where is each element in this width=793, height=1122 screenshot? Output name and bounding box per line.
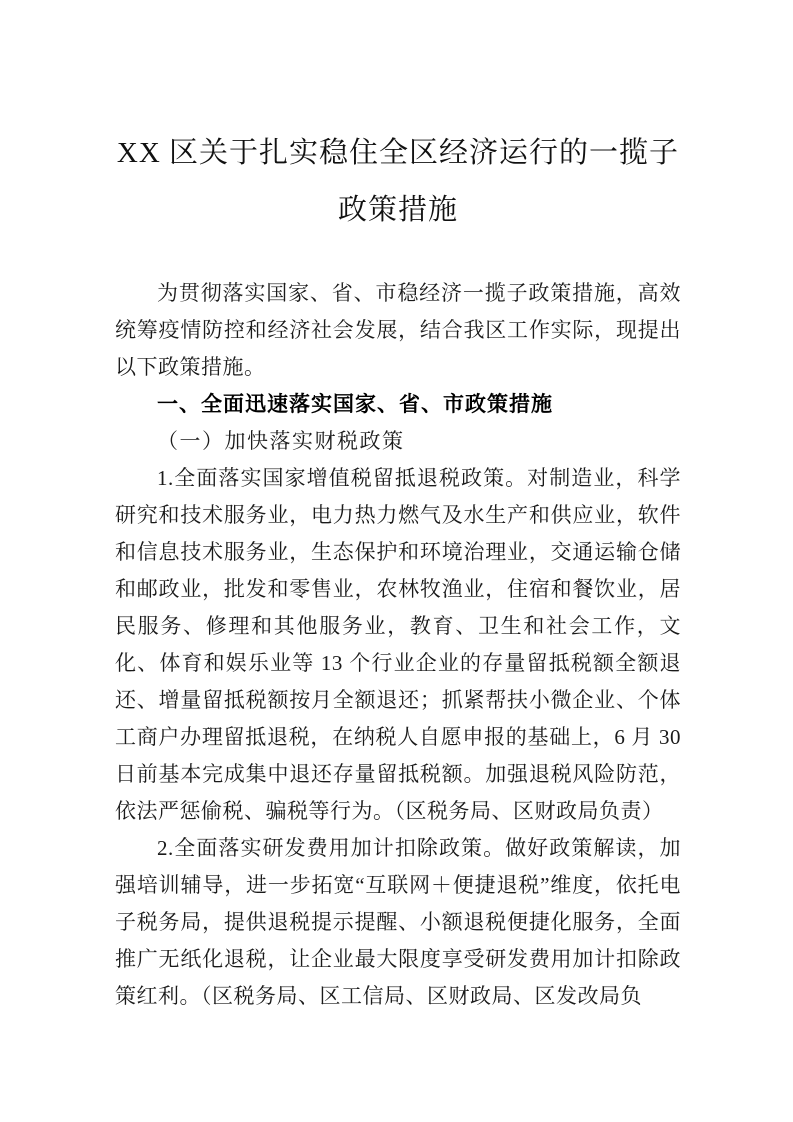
policy-item-1-paragraph: 1.全面落实国家增值税留抵退税政策。对制造业，科学研究和技术服务业，电力热力燃气及水生产和供应业，软件和信息技术服务业，生态保护和环境治理业，交通运输仓储和邮政业，批发和零售业，农林牧渔业，住宿和餐饮业，居民服务、修理和其他服务业，教育、卫生和社会工作，文化、体育和娱乐业等 13 个行业企业的存量留抵税额全额退还、增量留抵税额按月全额退还；抓紧帮扶小微企业、个体工商户办理留抵退税，在纳税人自愿申报的基础上，6 月 30 日前基本完成集中退还存量留抵税额。加强退税风险防范，依法严惩偷税、骗税等行为。（区税务局、区财政局负责） <box>115 466 681 823</box>
document-title-line-2: 政策措施 <box>337 194 458 226</box>
policy-item-2-paragraph: 2.全面落实研发费用加计扣除政策。做好政策解读，加强培训辅导，进一步拓宽“互联网＋便捷退税”维度，依托电子税务局，提供退税提示提醒、小额退税便捷化服务，全面推广无纸化退税，让企业最大限度享受研发费用加计扣除政策红利。（区税务局、区工信局、区财政局、区发改局负 <box>115 836 681 1008</box>
document-title-line-1: XX 区关于扎实稳住全区经济运行的一揽子 <box>116 137 680 169</box>
document-title <box>115 125 681 239</box>
subsection-heading-1-1: （一）加快落实财税政策 <box>157 429 405 453</box>
intro-paragraph: 为贯彻落实国家、省、市稳经济一揽子政策措施，高效统筹疫情防控和经济社会发展，结合我区工作实际，现提出以下政策措施。 <box>115 281 681 379</box>
section-heading-1: 一、全面迅速落实国家、省、市政策措施 <box>157 393 553 416</box>
